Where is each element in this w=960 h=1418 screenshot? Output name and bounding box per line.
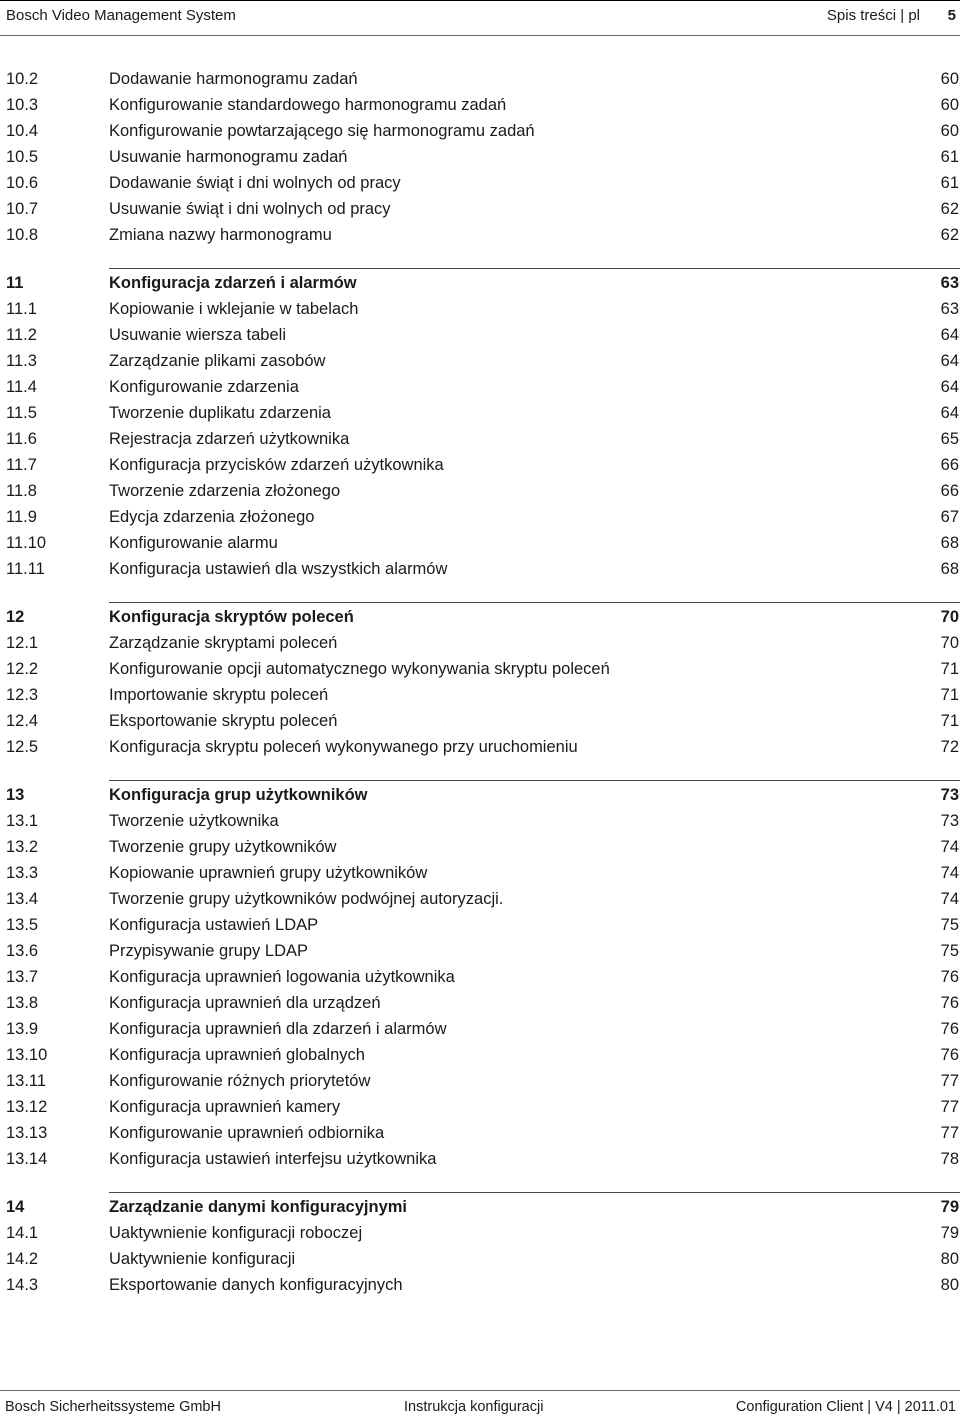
toc-entry-title: Konfiguracja uprawnień logowania użytkownika — [109, 968, 455, 986]
toc-entry-title: Konfigurowanie alarmu — [109, 534, 278, 552]
toc-entry-title: Konfigurowanie opcji automatycznego wykonywania skryptu poleceń — [109, 660, 610, 678]
toc-chapter-heading[interactable] — [0, 604, 960, 630]
toc-entry-title: Konfiguracja uprawnień dla urządzeń — [109, 994, 381, 1012]
toc-entry-number: 13.2 — [6, 838, 39, 856]
toc-entry-number: 13.7 — [6, 968, 39, 986]
toc-entry-title: Tworzenie grupy użytkowników podwójnej autoryzacji. — [109, 890, 504, 908]
toc-entry-title: Tworzenie grupy użytkowników — [109, 838, 337, 856]
toc-entry-number: 12.2 — [6, 660, 39, 678]
toc-entry-page: 74 — [940, 864, 959, 882]
toc-entry-number: 14.1 — [6, 1224, 39, 1242]
toc-entry[interactable] — [0, 1068, 960, 1094]
toc-entry-page: 80 — [940, 1276, 959, 1294]
toc-chapter-continued — [0, 66, 960, 248]
page-number: 5 — [947, 7, 956, 24]
toc-entry[interactable] — [0, 296, 960, 322]
toc-entry[interactable] — [0, 1094, 960, 1120]
toc-chapter-heading[interactable] — [0, 270, 960, 296]
toc-entry-number: 12.1 — [6, 634, 39, 652]
toc-entry-number: 12.3 — [6, 686, 39, 704]
toc-entry-title: Konfiguracja skryptu poleceń wykonywanego przy uruchomieniu — [109, 738, 578, 756]
toc-entry-page: 77 — [940, 1124, 959, 1142]
toc-entry-title: Konfiguracja uprawnień kamery — [109, 1098, 341, 1116]
toc-entry-page: 76 — [940, 1046, 959, 1064]
toc-entry-page: 63 — [940, 300, 959, 318]
toc-entry-page: 66 — [940, 482, 959, 500]
toc-entry-title: Importowanie skryptu poleceń — [109, 686, 329, 704]
toc-entry[interactable] — [0, 938, 960, 964]
toc-entry-title: Uaktywnienie konfiguracji roboczej — [109, 1224, 363, 1242]
toc-entry-number: 13.1 — [6, 812, 39, 830]
toc-entry[interactable] — [0, 478, 960, 504]
toc-entry-number: 11.6 — [6, 430, 37, 448]
toc-entry-page: 62 — [940, 200, 959, 218]
toc-entry[interactable] — [0, 808, 960, 834]
toc-entry[interactable] — [0, 1042, 960, 1068]
toc-entry-title: Tworzenie zdarzenia złożonego — [109, 482, 341, 500]
toc-entry-title: Konfiguracja zdarzeń i alarmów — [109, 274, 357, 292]
toc-entry[interactable] — [0, 990, 960, 1016]
toc-entry[interactable] — [0, 452, 960, 478]
toc-entry-title: Eksportowanie skryptu poleceń — [109, 712, 338, 730]
toc-entry[interactable] — [0, 170, 960, 196]
toc-chapter-14 — [0, 1194, 960, 1298]
toc-entry-page: 75 — [940, 916, 959, 934]
toc-entry-number: 10.6 — [6, 174, 39, 192]
toc-entry[interactable] — [0, 912, 960, 938]
toc-entry-title: Konfigurowanie różnych priorytetów — [109, 1072, 371, 1090]
toc-entry-title: Konfigurowanie powtarzającego się harmonogramu zadań — [109, 122, 535, 140]
toc-entry-page: 68 — [940, 534, 959, 552]
toc-entry[interactable] — [0, 708, 960, 734]
toc-entry-number: 13.4 — [6, 890, 39, 908]
toc-entry-page: 70 — [940, 608, 959, 626]
toc-entry-title: Konfiguracja grup użytkowników — [109, 786, 368, 804]
toc-entry-title: Dodawanie harmonogramu zadań — [109, 70, 358, 88]
toc-entry-title: Zarządzanie danymi konfiguracyjnymi — [109, 1198, 407, 1216]
toc-chapter-12 — [0, 604, 960, 760]
toc-entry[interactable] — [0, 222, 960, 248]
toc-entry-title: Dodawanie świąt i dni wolnych od pracy — [109, 174, 401, 192]
toc-chapter-heading[interactable] — [0, 782, 960, 808]
toc-entry-title: Konfiguracja uprawnień dla zdarzeń i alarmów — [109, 1020, 447, 1038]
toc-entry[interactable] — [0, 144, 960, 170]
toc-entry-page: 71 — [940, 660, 959, 678]
toc-entry-title: Kopiowanie uprawnień grupy użytkowników — [109, 864, 428, 882]
toc-entry-number: 13.8 — [6, 994, 39, 1012]
toc-entry-page: 70 — [940, 634, 959, 652]
app-title: Bosch Video Management System — [6, 7, 236, 24]
toc-entry[interactable] — [0, 1272, 960, 1298]
toc-chapter-13 — [0, 782, 960, 1172]
toc-entry-page: 60 — [940, 70, 959, 88]
toc-entry-number: 11.3 — [6, 352, 37, 370]
toc-entry-title: Konfigurowanie uprawnień odbiornika — [109, 1124, 385, 1142]
toc-entry-number: 13.13 — [6, 1124, 48, 1142]
toc-entry-title: Kopiowanie i wklejanie w tabelach — [109, 300, 359, 318]
toc-entry-number: 13.6 — [6, 942, 39, 960]
toc-entry[interactable] — [0, 734, 960, 760]
toc-entry[interactable] — [0, 834, 960, 860]
toc-entry-title: Konfiguracja ustawień dla wszystkich alarmów — [109, 560, 448, 578]
toc-entry-page: 74 — [940, 890, 959, 908]
toc-entry-page: 60 — [940, 122, 959, 140]
toc-entry-title: Eksportowanie danych konfiguracyjnych — [109, 1276, 403, 1294]
toc-entry-title: Usuwanie wiersza tabeli — [109, 326, 286, 344]
toc-entry-page: 64 — [940, 352, 959, 370]
toc-entry-number: 11.4 — [6, 378, 37, 396]
toc-entry-number: 10.7 — [6, 200, 39, 218]
toc-entry-title: Uaktywnienie konfiguracji — [109, 1250, 296, 1268]
toc-entry-number: 10.8 — [6, 226, 39, 244]
toc-entry[interactable] — [0, 682, 960, 708]
toc-entry-page: 68 — [940, 560, 959, 578]
toc-entry-page: 60 — [940, 96, 959, 114]
toc-entry[interactable] — [0, 322, 960, 348]
toc-entry[interactable] — [0, 1120, 960, 1146]
toc-entry-number: 13 — [6, 786, 25, 804]
toc-entry-number: 12.5 — [6, 738, 39, 756]
footer-company: Bosch Sicherheitssysteme GmbH — [5, 1399, 221, 1415]
toc-entry-page: 76 — [940, 968, 959, 986]
toc-entry-page: 75 — [940, 942, 959, 960]
toc-entry-number: 14.3 — [6, 1276, 39, 1294]
toc-entry-title: Zarządzanie plikami zasobów — [109, 352, 326, 370]
toc-entry[interactable] — [0, 196, 960, 222]
toc-entry[interactable] — [0, 886, 960, 912]
toc-entry-number: 13.5 — [6, 916, 39, 934]
page-header — [0, 0, 960, 34]
toc-entry-page: 65 — [940, 430, 959, 448]
toc-entry-number: 11.5 — [6, 404, 37, 422]
toc-entry-title: Edycja zdarzenia złożonego — [109, 508, 315, 526]
toc-entry-number: 13.14 — [6, 1150, 48, 1168]
toc-entry[interactable] — [0, 426, 960, 452]
toc-entry-title: Tworzenie duplikatu zdarzenia — [109, 404, 331, 422]
toc-entry-title: Konfigurowanie standardowego harmonogramu zadań — [109, 96, 507, 114]
table-of-contents — [0, 66, 960, 1320]
toc-entry-page: 61 — [940, 148, 959, 166]
toc-entry[interactable] — [0, 964, 960, 990]
toc-entry-page: 77 — [940, 1098, 959, 1116]
toc-entry[interactable] — [0, 556, 960, 582]
toc-entry[interactable] — [0, 1146, 960, 1172]
page-footer — [0, 1390, 960, 1418]
toc-entry-title: Zmiana nazwy harmonogramu — [109, 226, 332, 244]
toc-entry-title: Przypisywanie grupy LDAP — [109, 942, 308, 960]
toc-entry-page: 79 — [940, 1224, 959, 1242]
toc-entry-page: 73 — [940, 812, 959, 830]
toc-entry-number: 10.3 — [6, 96, 39, 114]
header-divider — [0, 35, 960, 36]
toc-entry-page: 71 — [940, 712, 959, 730]
section-title: Spis treści | pl — [826, 7, 920, 24]
toc-entry-page: 71 — [940, 686, 959, 704]
toc-entry-page: 78 — [940, 1150, 959, 1168]
toc-entry-number: 10.2 — [6, 70, 39, 88]
toc-entry-page: 79 — [940, 1198, 959, 1216]
toc-entry[interactable] — [0, 1220, 960, 1246]
toc-entry-title: Zarządzanie skryptami poleceń — [109, 634, 338, 652]
toc-entry-title: Konfiguracja skryptów poleceń — [109, 608, 354, 626]
toc-entry-number: 13.9 — [6, 1020, 39, 1038]
toc-entry[interactable] — [0, 1246, 960, 1272]
toc-entry[interactable] — [0, 630, 960, 656]
footer-document: Instrukcja konfiguracji — [404, 1399, 544, 1415]
toc-entry-title: Konfiguracja ustawień LDAP — [109, 916, 319, 934]
toc-entry-page: 63 — [940, 274, 959, 292]
toc-entry[interactable] — [0, 374, 960, 400]
toc-entry-page: 62 — [940, 226, 959, 244]
toc-entry-page: 64 — [940, 404, 959, 422]
toc-entry-title: Tworzenie użytkownika — [109, 812, 279, 830]
toc-entry[interactable] — [0, 1016, 960, 1042]
toc-entry-number: 11.8 — [6, 482, 37, 500]
toc-entry-number: 10.5 — [6, 148, 39, 166]
footer-product: Configuration Client | V4 | 2011.01 — [735, 1399, 956, 1415]
toc-entry[interactable] — [0, 118, 960, 144]
toc-entry-number: 13.12 — [6, 1098, 48, 1116]
toc-entry-page: 73 — [940, 786, 959, 804]
toc-entry-number: 14 — [6, 1198, 25, 1216]
toc-entry-title: Usuwanie świąt i dni wolnych od pracy — [109, 200, 391, 218]
toc-entry-page: 80 — [940, 1250, 959, 1268]
toc-entry-number: 10.4 — [6, 122, 39, 140]
toc-entry[interactable] — [0, 504, 960, 530]
toc-entry-page: 66 — [940, 456, 959, 474]
toc-entry-number: 13.10 — [6, 1046, 48, 1064]
toc-entry-page: 76 — [940, 994, 959, 1012]
toc-entry-number: 12 — [6, 608, 25, 626]
toc-entry-title: Konfiguracja ustawień interfejsu użytkownika — [109, 1150, 437, 1168]
toc-entry-number: 11.7 — [6, 456, 37, 474]
toc-entry-page: 76 — [940, 1020, 959, 1038]
toc-chapter-heading[interactable] — [0, 1194, 960, 1220]
toc-entry[interactable] — [0, 92, 960, 118]
toc-entry-number: 11 — [6, 274, 24, 292]
toc-entry-page: 67 — [940, 508, 959, 526]
toc-entry-number: 11.9 — [6, 508, 37, 526]
toc-entry[interactable] — [0, 530, 960, 556]
toc-entry-title: Usuwanie harmonogramu zadań — [109, 148, 348, 166]
toc-entry-title: Rejestracja zdarzeń użytkownika — [109, 430, 350, 448]
toc-entry-number: 11.1 — [6, 300, 37, 318]
toc-entry-number: 14.2 — [6, 1250, 39, 1268]
toc-entry[interactable] — [0, 348, 960, 374]
toc-entry-number: 11.2 — [6, 326, 37, 344]
toc-entry-page: 61 — [940, 174, 959, 192]
toc-entry-number: 13.11 — [6, 1072, 47, 1090]
toc-entry-page: 64 — [940, 326, 959, 344]
toc-entry-number: 13.3 — [6, 864, 39, 882]
footer-divider — [0, 1390, 960, 1391]
toc-entry-page: 72 — [940, 738, 959, 756]
toc-entry-page: 74 — [940, 838, 959, 856]
toc-entry-title: Konfiguracja przycisków zdarzeń użytkownika — [109, 456, 444, 474]
toc-entry[interactable] — [0, 656, 960, 682]
toc-entry[interactable] — [0, 860, 960, 886]
toc-entry-title: Konfiguracja uprawnień globalnych — [109, 1046, 365, 1064]
toc-entry-number: 11.10 — [6, 534, 47, 552]
toc-entry-title: Konfigurowanie zdarzenia — [109, 378, 299, 396]
toc-chapter-11 — [0, 270, 960, 582]
toc-entry-page: 77 — [940, 1072, 959, 1090]
toc-entry[interactable] — [0, 66, 960, 92]
toc-entry-number: 11.11 — [6, 560, 45, 578]
toc-entry-page: 64 — [940, 378, 959, 396]
toc-entry[interactable] — [0, 400, 960, 426]
toc-entry-number: 12.4 — [6, 712, 39, 730]
